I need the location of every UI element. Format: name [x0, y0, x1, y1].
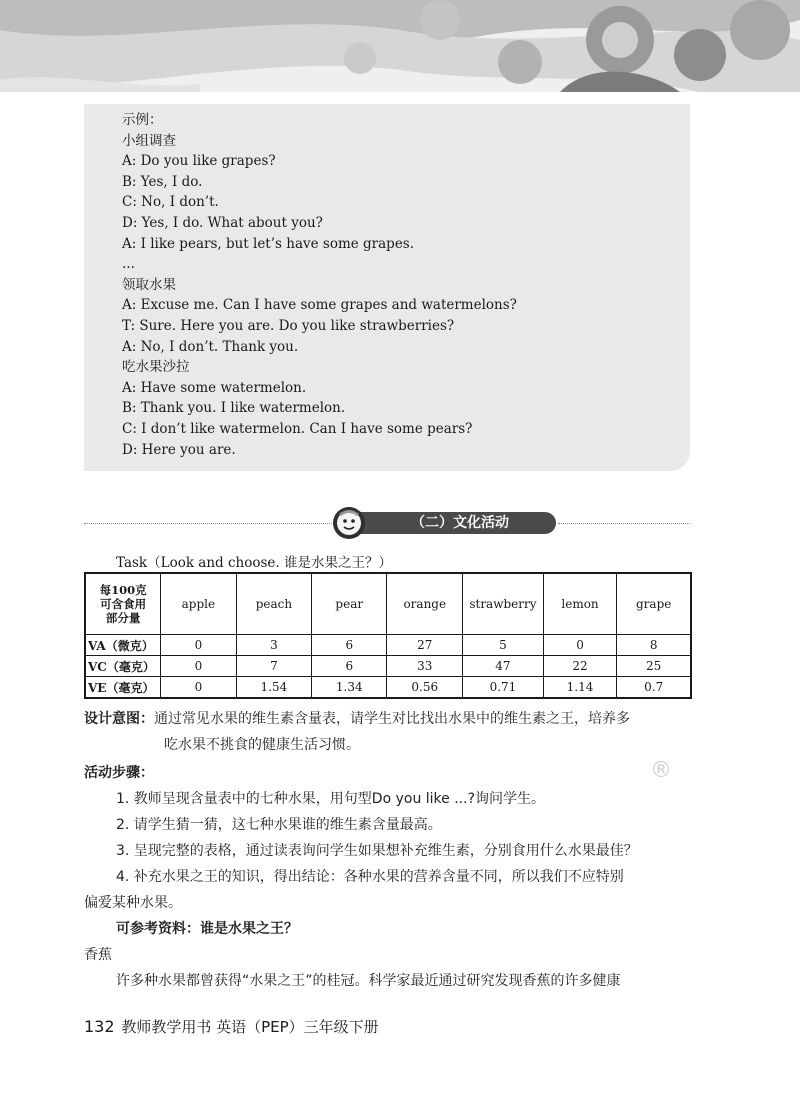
section-title: （二）文化活动 — [342, 512, 556, 534]
example-line: A: Have some watermelon. — [122, 379, 307, 396]
example-line: A: No, I don’t. Thank you. — [122, 338, 299, 355]
example-line: A: Excuse me. Can I have some grapes and watermelons? — [122, 297, 517, 314]
example-line: C: I don’t like watermelon. Can I have some pears? — [122, 420, 473, 437]
example-line: B: Thank you. I like watermelon. — [122, 400, 346, 417]
row-label: VA（微克） — [85, 635, 161, 656]
row-label: VC（毫克） — [85, 656, 161, 677]
row-label: VE（毫克） — [85, 677, 161, 699]
table-cell: 22 — [543, 656, 617, 677]
example-line: 小组调查 — [122, 132, 176, 149]
reference-heading: 可参考资料：谁是水果之王？ — [116, 921, 298, 937]
example-line: D: Here you are. — [122, 441, 236, 458]
design-intent-label: 设计意图： — [84, 711, 154, 727]
task-instruction: Task（Look and choose. 谁是水果之王？） — [116, 555, 392, 571]
mascot-icon — [332, 506, 366, 540]
vitamin-table — [84, 572, 692, 699]
column-header: pear — [312, 573, 387, 635]
page-footer — [84, 1016, 379, 1037]
example-line: D: Yes, I do. What about you? — [122, 214, 323, 231]
corner-line: 部分量 — [105, 611, 141, 625]
table-row — [85, 656, 691, 677]
example-line: ... — [122, 256, 135, 273]
table-cell: 0.71 — [463, 677, 544, 699]
step-item-continued: 偏爱某种水果。 — [84, 895, 182, 911]
table-cell: 1.14 — [543, 677, 617, 699]
reference-paragraph: 许多种水果都曾获得“水果之王”的桂冠。科学家最近通过研究发现香蕉的许多健康 — [116, 973, 621, 989]
table-cell: 0 — [161, 656, 236, 677]
example-line: A: Do you like grapes? — [122, 153, 276, 170]
table-cell: 8 — [617, 635, 691, 656]
example-line: 领取水果 — [122, 276, 176, 293]
design-intent-text: 通过常见水果的维生素含量表，请学生对比找出水果中的维生素之王，培养多 — [154, 711, 630, 727]
table-cell: 0 — [161, 677, 236, 699]
book-title: 教师教学用书 英语（PEP）三年级下册 — [121, 1018, 379, 1036]
table-cell: 0.56 — [387, 677, 463, 699]
steps-heading: 活动步骤： — [84, 765, 154, 781]
table-cell: 47 — [463, 656, 544, 677]
column-header: orange — [387, 573, 463, 635]
table-cell: 6 — [312, 635, 387, 656]
page-number: 132 — [84, 1017, 115, 1036]
table-cell: 1.34 — [312, 677, 387, 699]
table-header-row — [85, 573, 691, 635]
reference-subhead: 香蕉 — [84, 947, 112, 963]
watermark-mark: ® — [650, 758, 672, 783]
example-dialogue — [122, 110, 682, 460]
table-cell: 0 — [543, 635, 617, 656]
example-line: B: Yes, I do. — [122, 173, 203, 190]
design-intent — [84, 708, 704, 728]
table-row — [85, 635, 691, 656]
section-divider — [84, 506, 690, 542]
table-cell: 0.7 — [617, 677, 691, 699]
corner-line: 可含食用 — [100, 597, 147, 611]
table-row — [85, 677, 691, 699]
table-cell: 5 — [463, 635, 544, 656]
table-corner-header — [85, 573, 161, 635]
table-cell: 0 — [161, 635, 236, 656]
table-cell: 33 — [387, 656, 463, 677]
step-item: 3. 呈现完整的表格，通过读表询问学生如果想补充维生素，分别食用什么水果最佳？ — [116, 843, 638, 859]
table-cell: 6 — [312, 656, 387, 677]
table-cell: 27 — [387, 635, 463, 656]
example-line: T: Sure. Here you are. Do you like strawberries? — [122, 317, 455, 334]
column-header: strawberry — [463, 573, 544, 635]
step-item: 1. 教师呈现含量表中的七种水果，用句型Do you like ...?询问学生。 — [116, 791, 546, 807]
example-line: 吃水果沙拉 — [122, 359, 190, 376]
dotted-rule-left — [84, 523, 334, 524]
column-header: peach — [236, 573, 312, 635]
table-cell: 25 — [617, 656, 691, 677]
floral-banner-image — [0, 0, 800, 92]
corner-line: 每100克 — [99, 583, 147, 597]
table-cell: 7 — [236, 656, 312, 677]
table-cell: 3 — [236, 635, 312, 656]
table-cell: 1.54 — [236, 677, 312, 699]
header-banner — [0, 0, 800, 92]
column-header: grape — [617, 573, 691, 635]
design-intent-continued: 吃水果不挑食的健康生活习惯。 — [164, 737, 360, 753]
dotted-rule-right — [558, 523, 690, 524]
example-line: C: No, I don’t. — [122, 194, 219, 211]
example-line: 示例： — [122, 112, 163, 128]
step-item: 4. 补充水果之王的知识，得出结论：各种水果的营养含量不同，所以我们不应特别 — [116, 869, 624, 885]
step-item: 2. 请学生猜一猜，这七种水果谁的维生素含量最高。 — [116, 817, 442, 833]
column-header: lemon — [543, 573, 617, 635]
example-line: A: I like pears, but let’s have some grapes. — [122, 235, 415, 252]
column-header: apple — [161, 573, 236, 635]
